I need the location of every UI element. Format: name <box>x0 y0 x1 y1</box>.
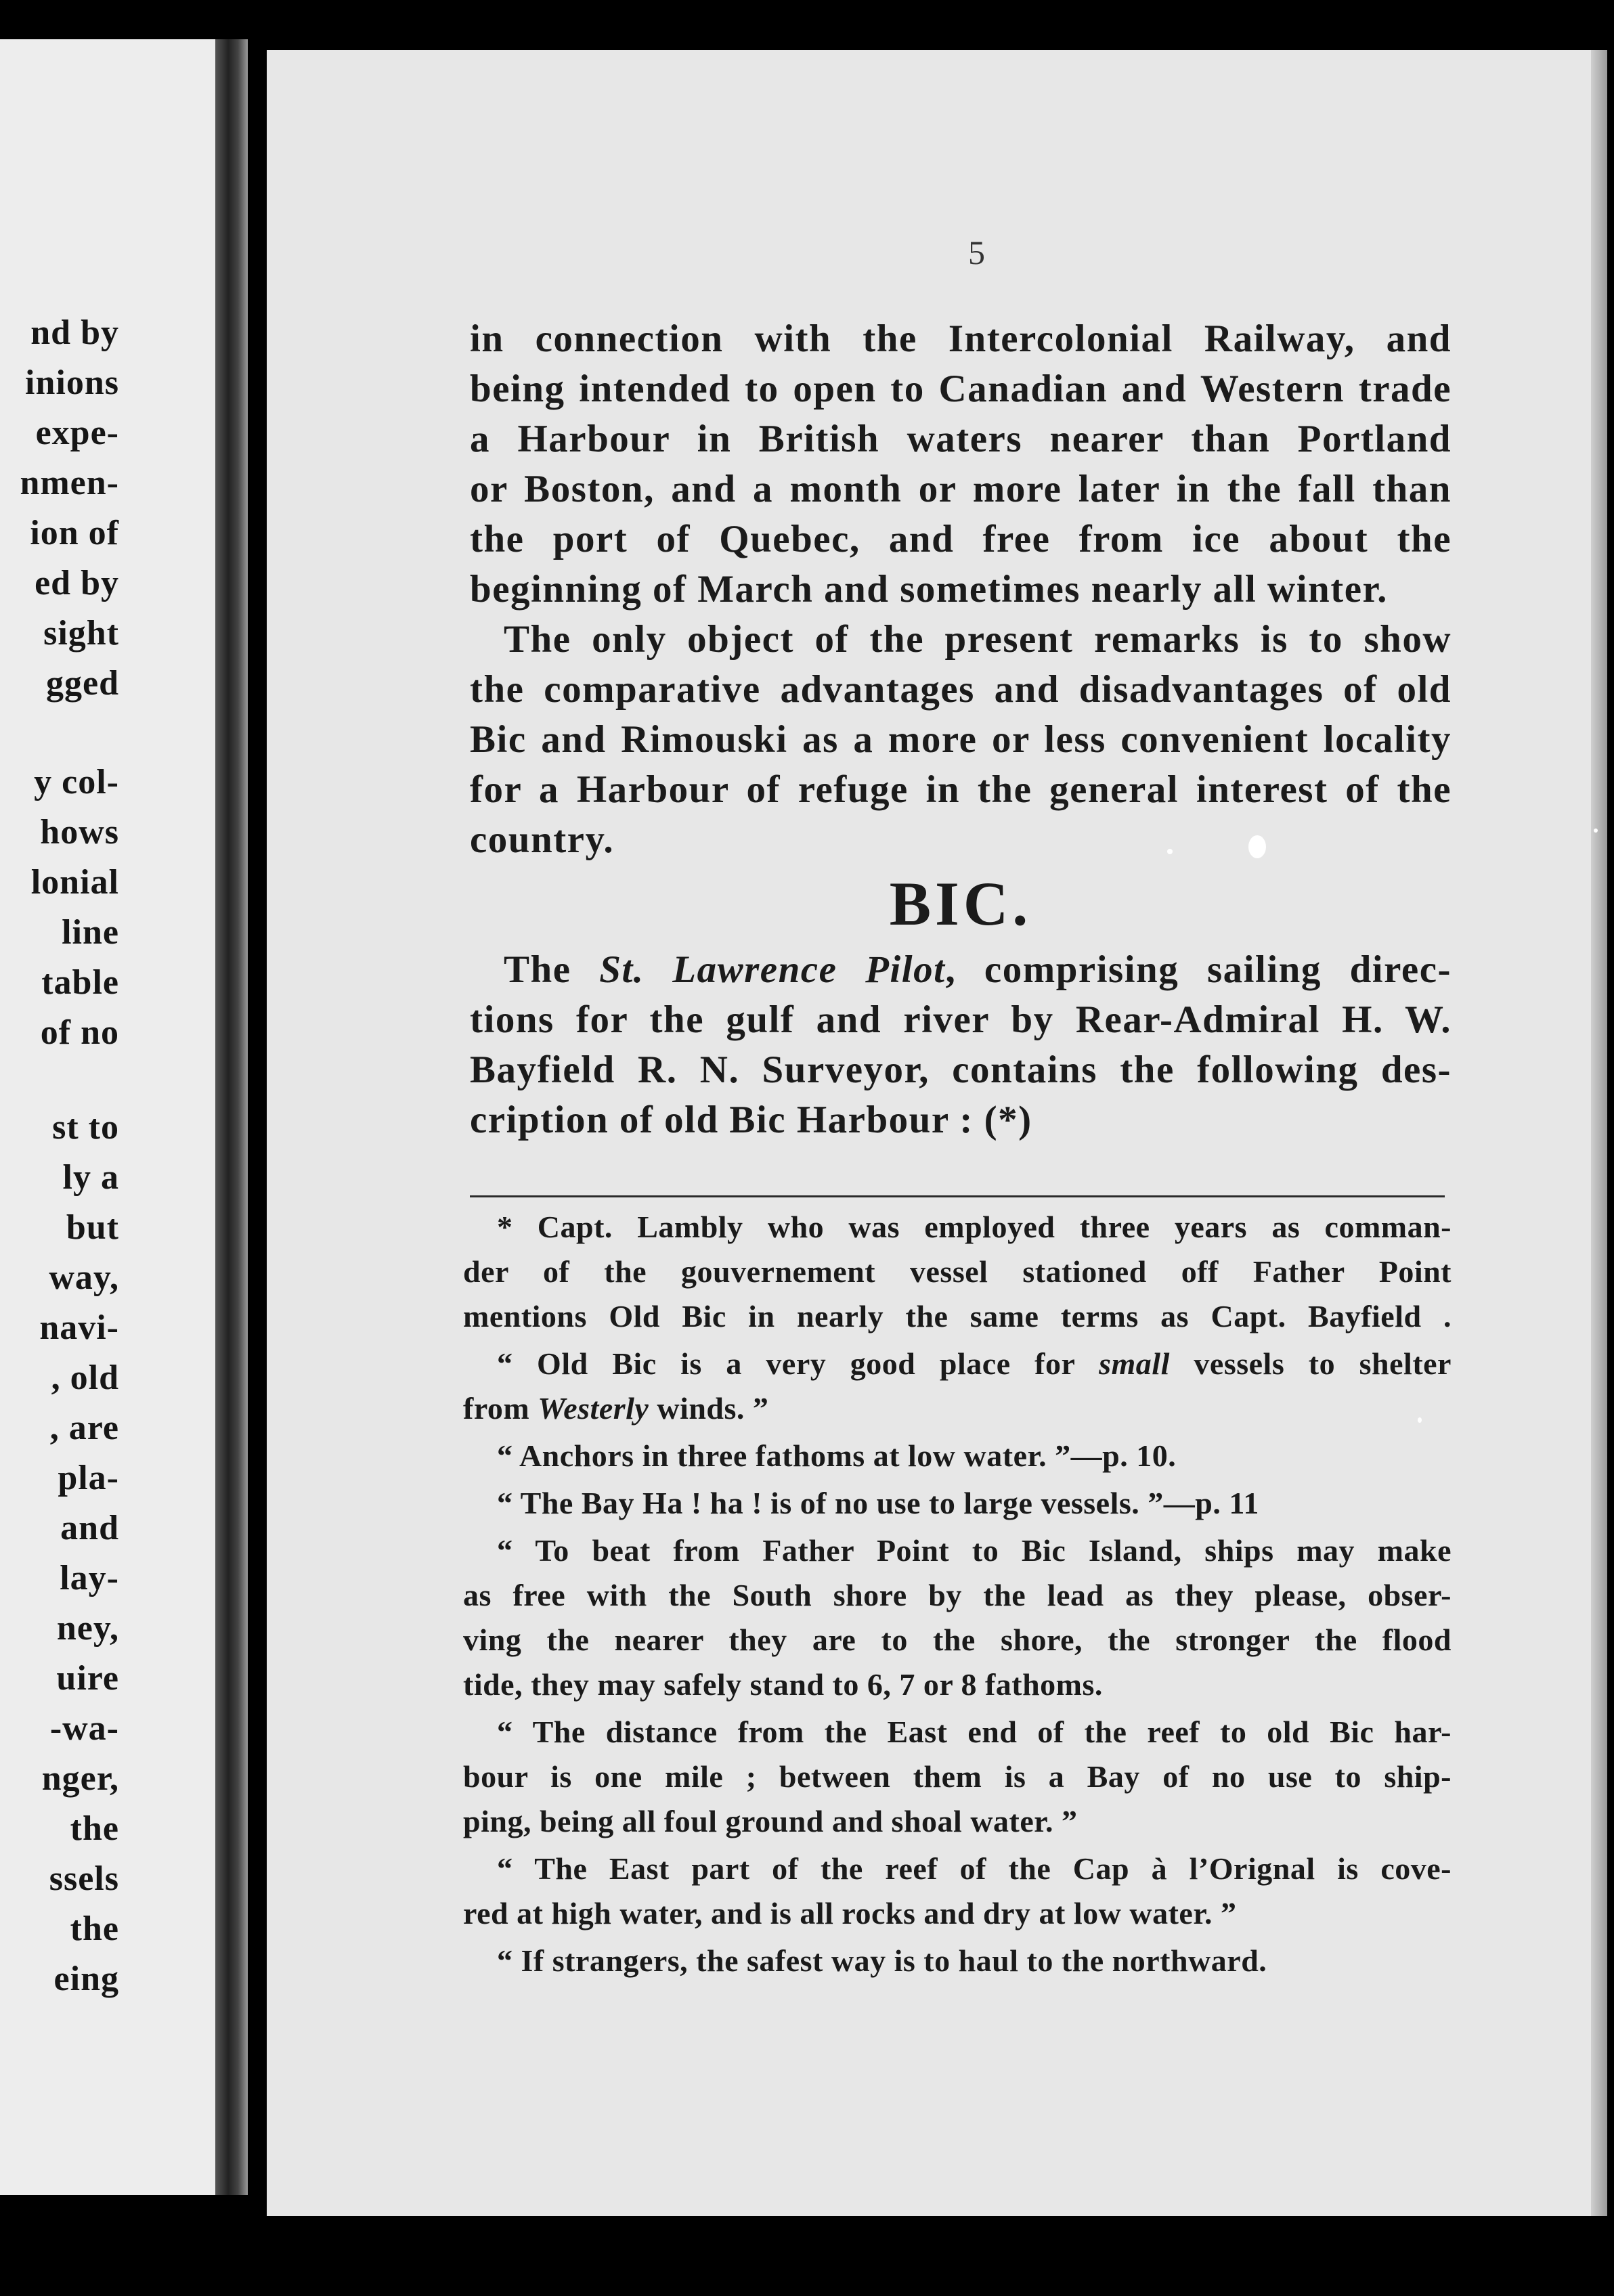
book-gutter <box>215 39 248 2195</box>
footnote-line: ping, being all foul ground and shoal water. ” <box>463 1804 1078 1838</box>
footnote-3 <box>463 1434 1452 1478</box>
footnote-7 <box>463 1847 1452 1936</box>
paragraph-3 <box>470 945 1452 1145</box>
text-line: Bayfield R. N. Surveyor, contains the following des- <box>470 1048 1452 1091</box>
left-fragment: table <box>41 963 119 1002</box>
footnote-6 <box>463 1710 1452 1844</box>
left-fragment: sight <box>43 614 119 653</box>
left-fragment: eing <box>53 1960 119 1998</box>
footnote-line: bour is one mile ; between them is a Bay of no use to ship- <box>463 1759 1452 1794</box>
left-fragment: navi- <box>39 1308 119 1347</box>
footnote-4 <box>463 1481 1452 1526</box>
book-title: St. Lawrence Pilot <box>599 948 946 991</box>
text-line: in connection with the Intercolonial Railway, and <box>470 317 1452 360</box>
left-fragment: expe- <box>35 414 119 452</box>
left-fragment: lay- <box>60 1559 119 1597</box>
paragraph-1 <box>470 314 1452 615</box>
text-span: The <box>504 948 600 991</box>
left-fragment: ney, <box>56 1609 119 1648</box>
left-fragment: the <box>70 1909 119 1948</box>
footnote-line: mentions Old Bic in nearly the same terms as Capt. Bayfield . <box>463 1299 1452 1333</box>
footnote-line: “ If strangers, the safest way is to haul to the northward. <box>497 1943 1267 1978</box>
text-line: for a Harbour of refuge in the general interest of the <box>470 768 1452 811</box>
section-heading: BIC. <box>889 869 1032 938</box>
left-fragment: ed by <box>35 564 119 602</box>
left-fragment: inions <box>25 363 119 402</box>
text-line: beginning of March and sometimes nearly all winter. <box>470 568 1388 611</box>
text-line: cription of old Bic Harbour : (*) <box>470 1099 1032 1141</box>
footnote-line <box>463 1386 1452 1431</box>
left-fragment: gged <box>46 664 119 703</box>
footnote-1 <box>463 1205 1452 1339</box>
text-line: being intended to open to Canadian and Western trade <box>470 368 1452 410</box>
footnote-line: “ The East part of the reef of the Cap à l’Orignal is cove- <box>497 1851 1452 1886</box>
footnote-line: as free with the South shore by the lead as they please, obser- <box>463 1578 1452 1612</box>
footnote-5 <box>463 1528 1452 1707</box>
footnote-line: “ The Bay Ha ! ha ! is of no use to large vessels. ”—p. 11 <box>497 1486 1259 1520</box>
left-fragment: st to <box>52 1108 119 1147</box>
left-facing-page <box>0 39 238 2195</box>
emphasis: small <box>1099 1346 1170 1381</box>
text-span: , comprising sailing direc- <box>945 948 1452 991</box>
footnote-8 <box>463 1939 1452 1983</box>
left-fragment: line <box>62 913 119 952</box>
text-span: vessels to shelter <box>1169 1346 1452 1381</box>
footnote-line: red at high water, and is all rocks and dry at low water. ” <box>463 1896 1237 1930</box>
text-line: or Boston, and a month or more later in the fall than <box>470 468 1452 510</box>
footnotes <box>463 1205 1452 1986</box>
left-fragment: , old <box>51 1359 119 1397</box>
scan-speck <box>1594 829 1598 833</box>
page-edge-shadow <box>1591 50 1607 2216</box>
left-fragment: lonial <box>30 863 119 902</box>
text-line: tions for the gulf and river by Rear-Admiral H. W. <box>470 998 1452 1041</box>
text-line <box>470 945 1452 995</box>
left-fragment: uire <box>56 1659 119 1698</box>
left-fragment: ssels <box>49 1859 119 1898</box>
footnote-line: * Capt. Lambly who was employed three years as comman- <box>497 1210 1452 1244</box>
text-line: the comparative advantages and disadvantages of old <box>470 668 1452 711</box>
left-fragment: but <box>66 1208 119 1247</box>
left-fragment: nmen- <box>20 464 119 502</box>
emphasis: Westerly <box>538 1391 649 1426</box>
footnote-line <box>463 1342 1452 1386</box>
scan-speck <box>1418 1417 1422 1423</box>
paragraph-2 <box>470 615 1452 865</box>
left-fragment: way, <box>49 1258 119 1297</box>
left-fragment: pla- <box>58 1459 119 1497</box>
scan-speck <box>1248 835 1266 858</box>
footnote-line: “ The distance from the East end of the reef to old Bic har- <box>497 1715 1452 1749</box>
left-fragment: of no <box>40 1013 119 1052</box>
left-fragment: nger, <box>41 1759 119 1798</box>
left-fragment: and <box>60 1509 119 1547</box>
text-span: “ Old Bic is a very good place for <box>497 1346 1099 1381</box>
page-number: 5 <box>968 234 985 271</box>
left-fragment: ly a <box>62 1158 119 1197</box>
left-fragment: -wa- <box>49 1709 119 1748</box>
scan-speck <box>1167 849 1173 854</box>
footnote-line: tide, they may safely stand to 6, 7 or 8 fathoms. <box>463 1667 1103 1702</box>
footnote-line: ving the nearer they are to the shore, the stronger the flood <box>463 1622 1452 1657</box>
footnote-line: “ To beat from Father Point to Bic Island, ships may make <box>497 1533 1452 1568</box>
text-line: The only object of the present remarks is to show <box>504 618 1452 661</box>
left-fragment: the <box>70 1809 119 1848</box>
left-fragment: y col- <box>34 763 119 801</box>
footnote-line: “ Anchors in three fathoms at low water. ”—p. 10. <box>497 1438 1177 1473</box>
footnote-divider <box>470 1195 1445 1197</box>
left-fragment: , are <box>49 1409 119 1447</box>
main-body-text <box>470 314 1452 1145</box>
text-line: Bic and Rimouski as a more or less convenient locality <box>470 718 1452 761</box>
text-line: country. <box>470 818 615 861</box>
footnote-line: der of the gouvernement vessel stationed off Father Point <box>463 1254 1452 1289</box>
text-line: a Harbour in British waters nearer than Portland <box>470 418 1452 460</box>
text-span: from <box>463 1391 538 1426</box>
text-line: the port of Quebec, and free from ice about the <box>470 518 1452 560</box>
left-fragment: nd by <box>30 313 119 352</box>
left-fragment: ion of <box>30 514 119 552</box>
footnote-2 <box>463 1342 1452 1431</box>
text-span: winds. ” <box>649 1391 769 1426</box>
right-page <box>267 50 1607 2216</box>
left-fragment: hows <box>40 813 119 852</box>
